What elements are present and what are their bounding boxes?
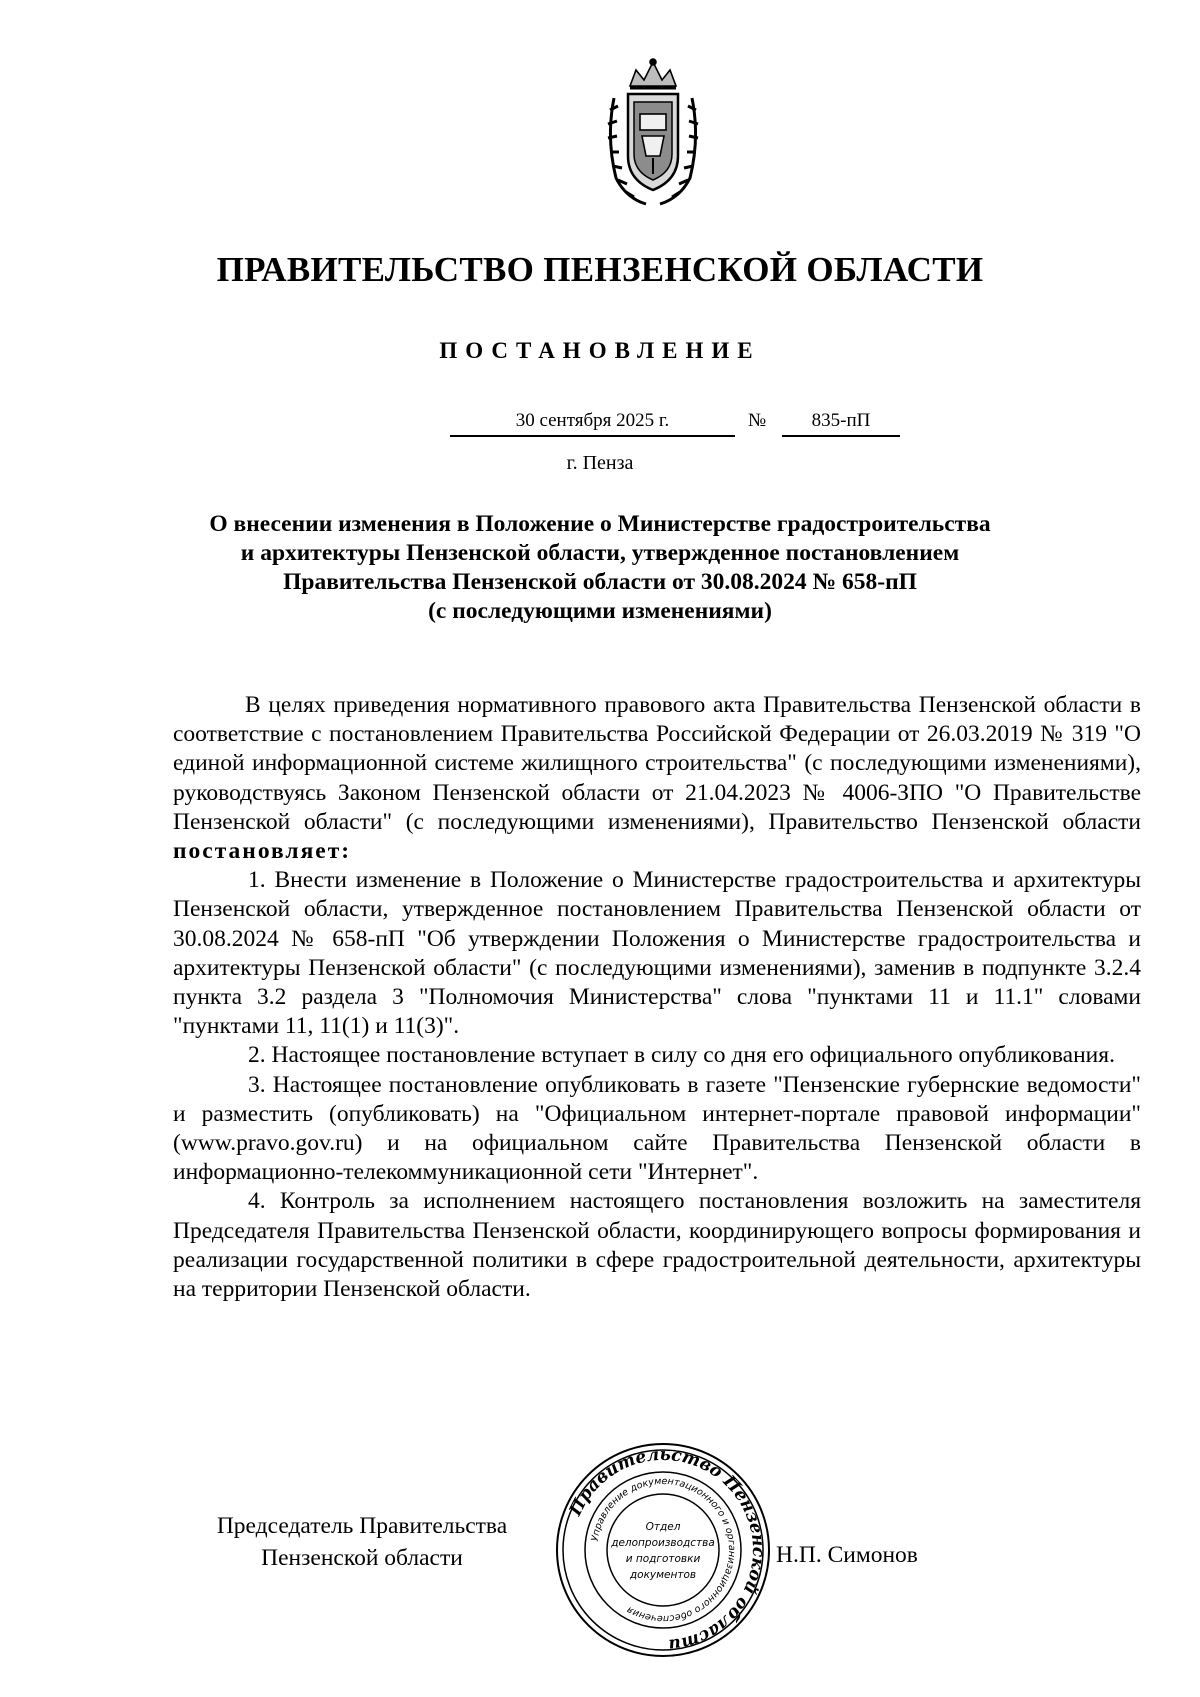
- title-line: (с последующими изменениями): [428, 598, 772, 624]
- seal-center-line: и подготовки: [625, 1553, 701, 1565]
- organization-name: ПРАВИТЕЛЬСТВО ПЕНЗЕНСКОЙ ОБЛАСТИ: [216, 250, 984, 289]
- document-body: [173, 691, 1141, 1304]
- city: г. Пенза: [566, 452, 634, 474]
- document-number: 835-пП: [782, 410, 900, 437]
- item-paragraph: 3. Настоящее постановление опубликовать в газете "Пензенские губернские ведомости" и разместить (опубликовать) на "Официальном интернет-портале правовой информации" (www.pravo.gov.ru) и на официальном сайте Правительства Пензенской области в информационно-телекоммуникационной сети "Интернет".: [173, 1071, 1141, 1186]
- seal-inner-ring-text: Управление документационного и организационного обеспечения: [589, 1475, 738, 1625]
- date-number-line: [450, 410, 900, 444]
- seal-center-line: Отдел: [645, 1521, 681, 1533]
- title-line: Правительства Пензенской области от 30.08.2024 № 658-пП: [283, 569, 917, 595]
- official-seal: [553, 1440, 773, 1660]
- decree-word: постановляет:: [173, 838, 352, 865]
- seal-center-line: делопроизводства: [611, 1537, 715, 1549]
- item-paragraph: 1. Внести изменение в Положение о Министерстве градостроительства и архитектуры Пензенской области, утвержденное постановлением Правительства Пензенской области от 30.08.2024 № 658-пП "Об утверждении Положения о Министерстве градостроительства и архитектуры Пензенской области" (с последующими изменениями), заменив в подпункте 3.2.4 пункта 3.2 раздела 3 "Полномочия Министерства" слова "пунктами 11 и 11.1" словами "пунктами 11, 11(1) и 11(3)".: [173, 867, 1141, 1040]
- document-title: [150, 510, 1050, 626]
- preamble-text: В целях приведения нормативного правового акта Правительства Пензенской области в соответствие с постановлением Правительства Российской Федерации от 26.03.2019 № 319 "О единой информационной системе жилищного строительства" (с последующими изменениями), руководствуясь Законом Пензенской области от 21.04.2023 № 4006-ЗПО "О Правительстве Пензенской области" (с последующими изменениями), Правительство Пензенской области: [173, 692, 1141, 835]
- preamble-paragraph: [173, 691, 1141, 866]
- seal-ring-text: Правительство Пензенской области: [565, 1444, 769, 1655]
- position-line: Председатель Правительства: [216, 1513, 508, 1539]
- item-paragraph: 2. Настоящее постановление вступает в силу со дня его официального опубликования.: [248, 1042, 1115, 1069]
- number-sign: №: [748, 410, 767, 431]
- signatory-position: [182, 1510, 542, 1574]
- title-line: О внесении изменения в Положение о Министерстве градостроительства: [209, 511, 991, 537]
- document-type: ПОСТАНОВЛЕНИЕ: [439, 338, 761, 363]
- signatory-name: Н.П. Симонов: [776, 1542, 918, 1568]
- seal-center-line: документов: [629, 1569, 697, 1581]
- title-line: и архитектуры Пензенской области, утвержденное постановлением: [240, 540, 960, 566]
- position-line: Пензенской области: [261, 1545, 463, 1571]
- coat-of-arms-icon: [602, 58, 704, 208]
- document-date: 30 сентября 2025 г.: [450, 410, 735, 437]
- item-paragraph: 4. Контроль за исполнением настоящего постановления возложить на заместителя Председателя Правительства Пензенской области, координирующего вопросы формирования и реализации государственной политики в сфере градостроительной деятельности, архитектуры на территории Пензенской области.: [173, 1188, 1141, 1303]
